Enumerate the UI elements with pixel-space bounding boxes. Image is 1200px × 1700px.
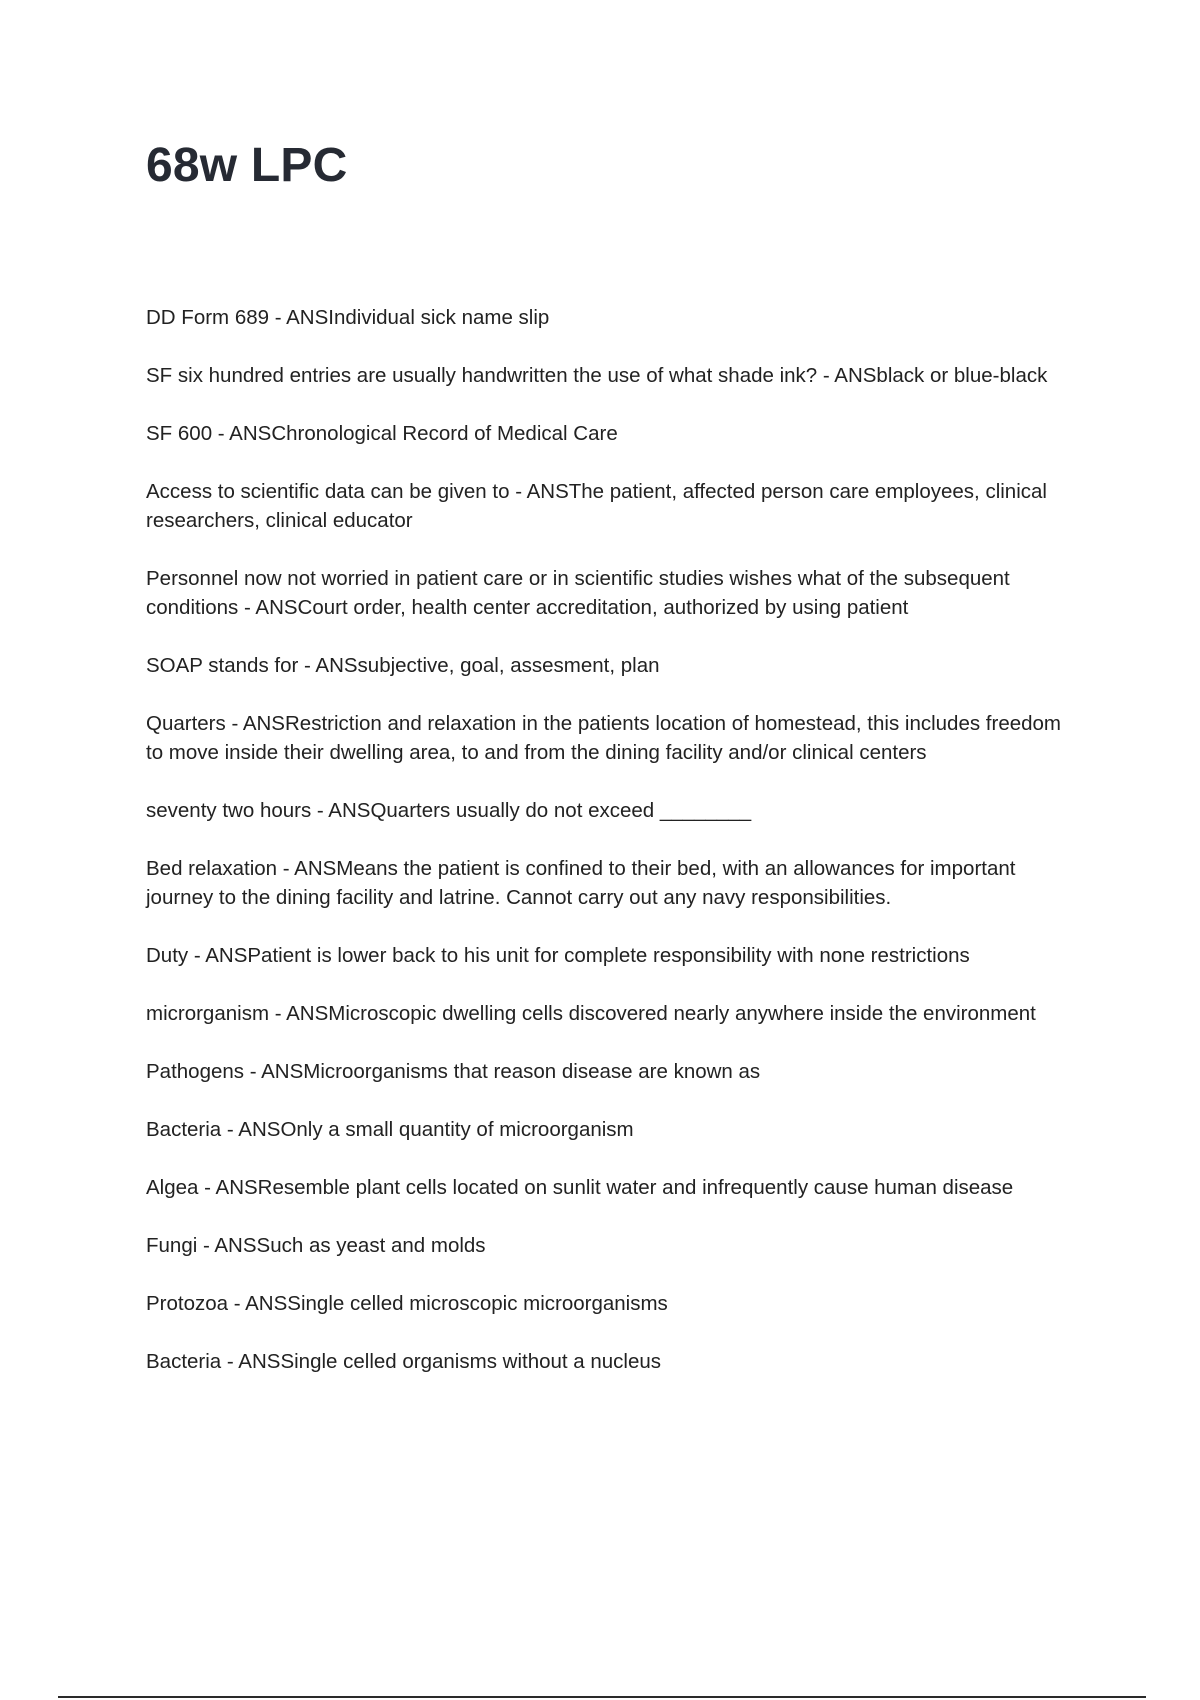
qa-item: seventy two hours - ANSQuarters usually do not exceed ________	[146, 799, 752, 822]
qa-item: Bacteria - ANSOnly a small quantity of microorganism	[146, 1118, 634, 1141]
qa-item: Bed relaxation - ANSMeans the patient is confined to their bed, with an allowances for important journey to the dining facility and latrine. Cannot carry out any navy responsibilities.	[146, 857, 1016, 909]
document-title: 68w LPC	[146, 139, 348, 192]
qa-list	[146, 303, 1066, 1405]
qa-item: microrganism - ANSMicroscopic dwelling cells discovered nearly anywhere inside the environment	[146, 1002, 1036, 1025]
qa-item: Bacteria - ANSSingle celled organisms without a nucleus	[146, 1350, 662, 1373]
qa-item: Algea - ANSResemble plant cells located on sunlit water and infrequently cause human disease	[146, 1176, 1014, 1199]
qa-item: Access to scientific data can be given to - ANSThe patient, affected person care employees, clinical researchers, clinical educator	[146, 480, 1047, 532]
qa-item: SF six hundred entries are usually handwritten the use of what shade ink? - ANSblack or blue-black	[146, 364, 1048, 387]
qa-item: Protozoa - ANSSingle celled microscopic microorganisms	[146, 1292, 668, 1315]
qa-item: Fungi - ANSSuch as yeast and molds	[146, 1234, 486, 1257]
qa-item: Pathogens - ANSMicroorganisms that reason disease are known as	[146, 1060, 761, 1083]
qa-item: Duty - ANSPatient is lower back to his unit for complete responsibility with none restrictions	[146, 944, 970, 967]
qa-item: SOAP stands for - ANSsubjective, goal, assesment, plan	[146, 654, 660, 677]
qa-item: Personnel now not worried in patient care or in scientific studies wishes what of the subsequent conditions - ANSCourt order, health center accreditation, authorized by using patient	[146, 567, 1010, 619]
footer-divider	[58, 1696, 1146, 1698]
qa-item: DD Form 689 - ANSIndividual sick name slip	[146, 306, 550, 329]
qa-item: Quarters - ANSRestriction and relaxation in the patients location of homestead, this includes freedom to move inside their dwelling area, to and from the dining facility and/or clinical centers	[146, 712, 1062, 764]
qa-item: SF 600 - ANSChronological Record of Medical Care	[146, 422, 618, 445]
